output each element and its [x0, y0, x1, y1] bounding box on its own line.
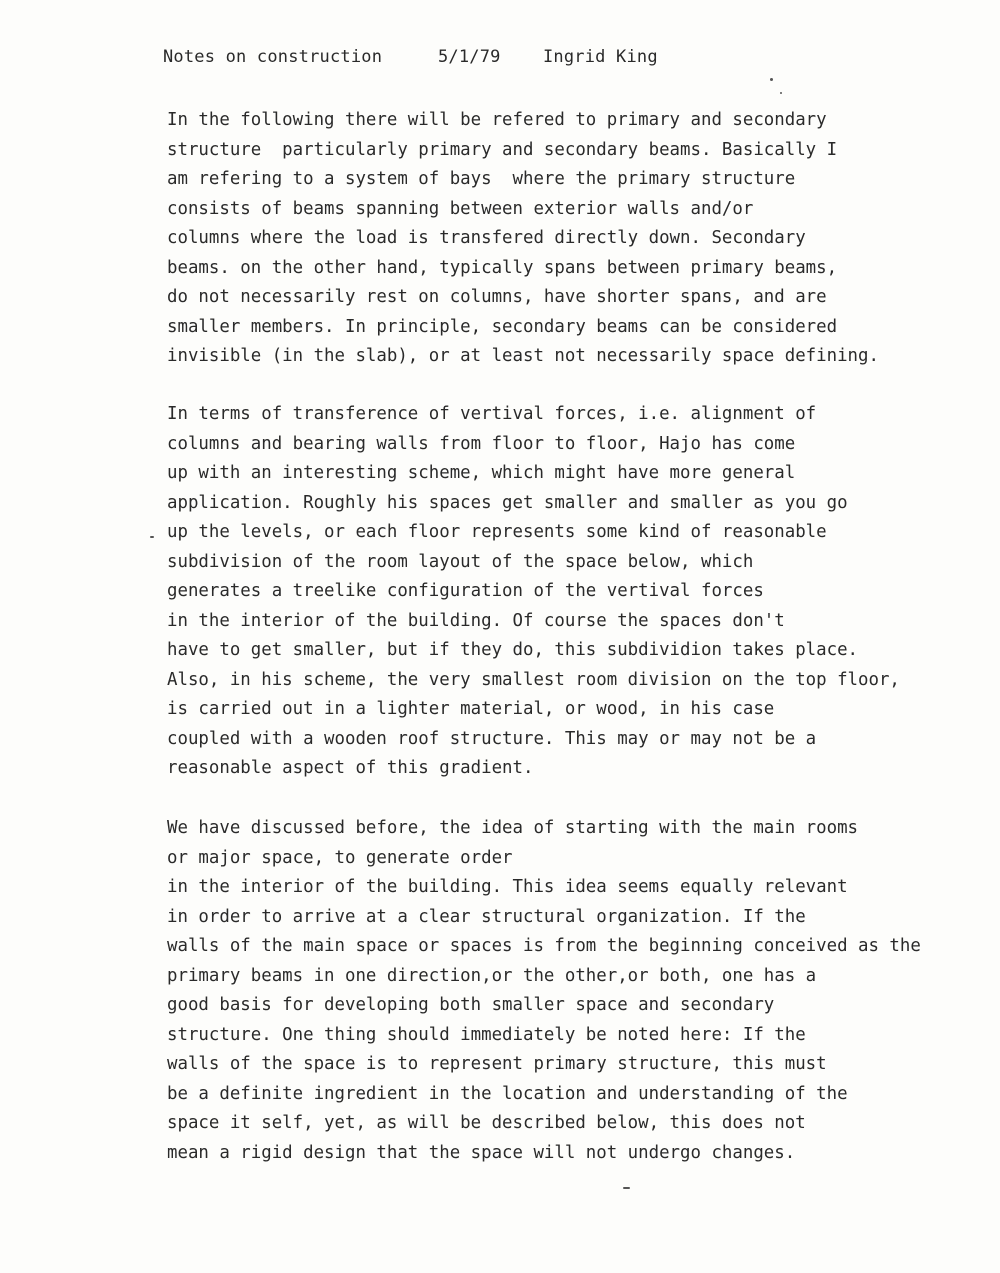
text-line: In the following there will be refered to primary and secondary [167, 110, 827, 130]
text-line: up the levels, or each floor represents some kind of reasonable [167, 522, 827, 542]
text-line: coupled with a wooden roof structure. This may or may not be a [167, 728, 817, 749]
text-line: in the interior of the building. This idea seems equally relevant [167, 877, 848, 897]
text-line: space it self, yet, as will be described below, this does not [167, 1113, 806, 1133]
text-line: up with an interesting scheme, which might have more general [167, 463, 796, 483]
text-line: generates a treelike configuration of the vertival forces [167, 581, 764, 601]
document-author: Ingrid King [543, 47, 658, 67]
document-header [163, 47, 658, 67]
text-line: beams. on the other hand, typically spans between primary beams, [167, 257, 838, 278]
text-line: walls of the space is to represent primary structure, this must [167, 1054, 827, 1074]
text-line: structure particularly primary and secondary beams. Basically I [167, 139, 838, 160]
text-line: have to get smaller, but if they do, this subdividion takes place. [167, 640, 859, 660]
text-line: columns where the load is transfered directly down. Secondary [167, 228, 806, 248]
text-line: columns and bearing walls from floor to floor, Hajo has come [167, 433, 796, 454]
ink-speck [770, 78, 773, 81]
text-line: am refering to a system of bays where the primary structure [167, 169, 796, 189]
paragraph-primary-secondary-structure [167, 106, 987, 372]
text-line: We have discussed before, the idea of starting with the main rooms [167, 818, 859, 838]
text-line: invisible (in the slab), or at least not necessarily space defining. [167, 346, 879, 366]
text-line: reasonable aspect of this gradient. [167, 758, 534, 778]
text-line: do not necessarily rest on columns, have shorter spans, and are [167, 287, 827, 307]
text-line: be a definite ingredient in the location and understanding of the [167, 1083, 848, 1104]
paragraph-main-rooms [167, 814, 987, 1168]
text-line: in order to arrive at a clear structural organization. If the [167, 906, 806, 927]
text-line: structure. One thing should immediately be noted here: If the [167, 1024, 806, 1045]
text-line: in the interior of the building. Of course the spaces don't [167, 610, 785, 631]
text-line: walls of the main space or spaces is from the beginning conceived as the [167, 936, 921, 956]
text-line: application. Roughly his spaces get smaller and smaller as you go [167, 492, 848, 513]
paragraph-vertical-forces [167, 400, 987, 784]
text-line: good basis for developing both smaller space and secondary [167, 995, 775, 1015]
text-line: mean a rigid design that the space will not undergo changes. [167, 1142, 796, 1163]
ink-speck [150, 536, 154, 538]
text-line: is carried out in a lighter material, or wood, in his case [167, 699, 775, 719]
document-date: 5/1/79 [438, 47, 501, 67]
document-title: Notes on construction [163, 47, 383, 67]
ink-speck [780, 92, 782, 94]
text-line: or major space, to generate order [167, 847, 513, 868]
text-line: Also, in his scheme, the very smallest room division on the top floor, [167, 669, 900, 690]
text-line: subdivision of the room layout of the space below, which [167, 551, 754, 572]
text-line: smaller members. In principle, secondary beams can be considered [167, 316, 838, 337]
text-line: primary beams in one direction,or the other,or both, one has a [167, 965, 817, 986]
text-line: consists of beams spanning between exterior walls and/or [167, 198, 754, 219]
text-line: In terms of transference of vertival forces, i.e. alignment of [167, 404, 817, 424]
ink-speck [623, 1187, 630, 1189]
